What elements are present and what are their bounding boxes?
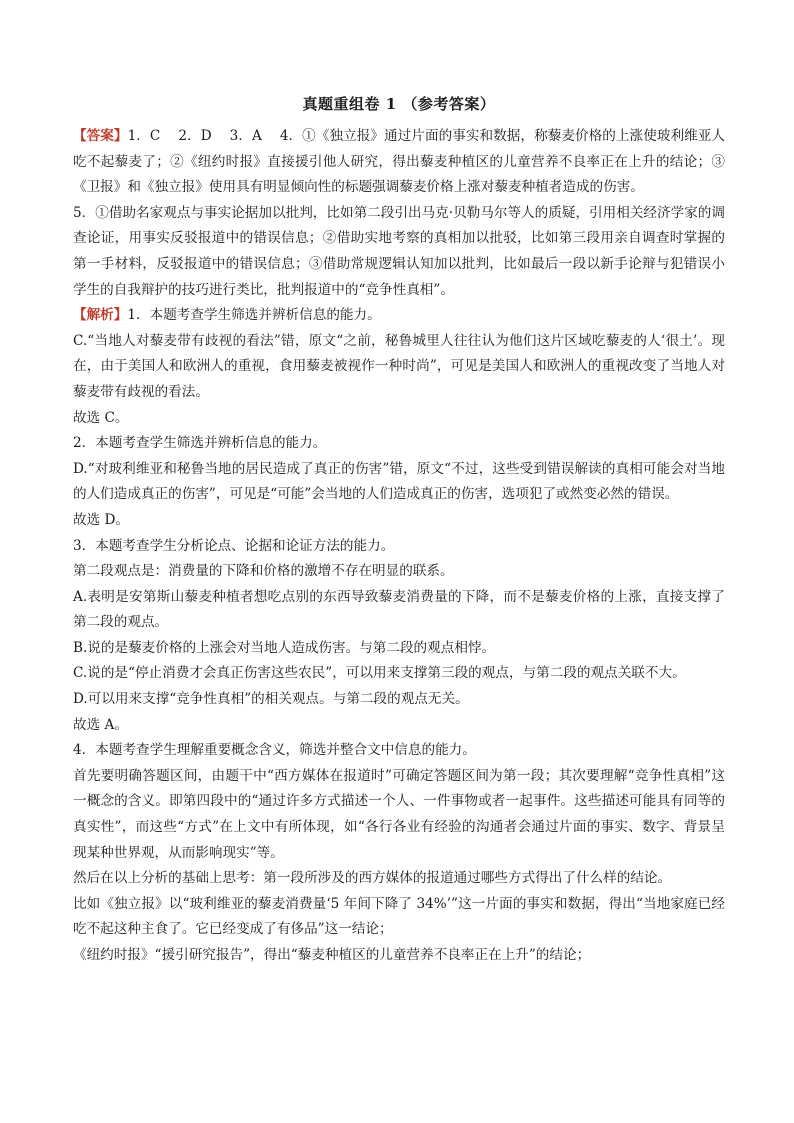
analysis-line: C.“当地人对藜麦带有歧视的看法”错，原文“之前，秘鲁城里人往往认为他们这片区域吃藜麦的人‘很土’。现在，由于美国人和欧洲人的重视，食用藜麦被视作一种时尚”，可见是美国人和欧洲人的重视改变了当地人对藜麦带有歧视的看法。 bbox=[73, 332, 725, 400]
analysis-line: 《纽约时报》“援引研究报告”，得出“藜麦种植区的儿童营养不良率正在上升”的结论； bbox=[73, 947, 591, 963]
document-page bbox=[73, 92, 725, 969]
analysis-line: 4．本题考查学生理解重要概念含义，筛选并整合文中信息的能力。 bbox=[73, 742, 476, 759]
analysis-line: 故选 A。 bbox=[73, 716, 128, 733]
analysis-paragraph-1 bbox=[73, 303, 725, 329]
analysis-line: B.说的是藜麦价格的上涨会对当地人造成伤害。与第二段的观点相悖。 bbox=[73, 639, 496, 656]
analysis-line: 首先要明确答题区间，由题干中“西方媒体在报道时”可确定答题区间为第一段；其次要理解“竞争性真相”这一概念的含义。即第四段中的“通过许多方式描述一个人、一件事物或者一起事件。这些描述可能具有同等的真实性”，而这些“方式”在上文中有所体现，如“各行各业有经验的沟通者会通过片面的事实、数字、背景呈现某种世界观，从而影响现实”等。 bbox=[73, 767, 725, 861]
page-title: 真题重组卷 1 （参考答案） bbox=[302, 95, 496, 113]
answer-paragraph-2: 5．①借助名家观点与事实论据加以批判，比如第二段引出马克·贝勒马尔等人的质疑，引用相关经济学家的调查论证，用事实反驳报道中的错误信息；②借助实地考察的真相加以批驳，比如第三段用亲自调查时掌握的第一手材料，反驳报道中的错误信息；③借助常规逻辑认知加以批判，比如最后一段以新手论辩与犯错误小学生的自我辩护的技巧进行类比，批判报道中的“竞争性真相”。 bbox=[73, 204, 725, 298]
answer-text-1: 1．C 2．D 3．A 4．①《独立报》通过片面的事实和数据，称藜麦价格的上涨使玻利维亚人吃不起藜麦了；②《纽约时报》直接援引他人研究，得出藜麦种植区的儿童营养不良率正在上升的结论；③《卫报》和《独立报》使用具有明显倾向性的标题强调藜麦价格上涨对藜麦种植者造成的伤害。 bbox=[73, 128, 725, 196]
analysis-tag: 【解析】 bbox=[73, 307, 128, 324]
analysis-line: 故选 D。 bbox=[73, 511, 130, 528]
analysis-line: D.可以用来支撑“竞争性真相”的相关观点。与第二段的观点无关。 bbox=[73, 691, 469, 708]
analysis-line: 第二段观点是：消费量的下降和价格的激增不存在明显的联系。 bbox=[73, 563, 454, 580]
analysis-line: D.“对玻利维亚和秘鲁当地的居民造成了真正的伤害”错，原文“不过，这些受到错误解读的真相可能会对当地的人们造成真正的伤害”，可见是“可能”会当地的人们造成真正的伤害，选项犯了或然变必然的错误。 bbox=[73, 460, 725, 503]
analysis-line: A.表明是安第斯山藜麦种植者想吃点别的东西导致藜麦消费量的下降，而不是藜麦价格的上涨，直接支撑了第二段的观点。 bbox=[73, 588, 725, 631]
analysis-line: 比如《独立报》以“玻利维亚的藜麦消费量‘5 年间下降了 34%’”这一片面的事实和数据，得出“当地家庭已经吃不起这种主食了。它已经变成了有侈品”这一结论； bbox=[73, 895, 725, 938]
analysis-line: 然后在以上分析的基础上思考：第一段所涉及的西方媒体的报道通过哪些方式得出了什么样的结论。 bbox=[73, 870, 672, 887]
analysis-line: 故选 C。 bbox=[73, 409, 129, 426]
analysis-line: 3．本题考查学生分析论点、论据和论证方法的能力。 bbox=[73, 537, 395, 554]
answer-paragraph-1 bbox=[73, 124, 725, 201]
analysis-line: 1．本题考查学生筛选并辨析信息的能力。 bbox=[127, 307, 381, 324]
analysis-line: 2．本题考查学生筛选并辨析信息的能力。 bbox=[73, 435, 327, 452]
answer-tag: 【答案】 bbox=[73, 128, 128, 144]
analysis-line: C.说的是“停止消费才会真正伤害这些农民”，可以用来支撑第三段的观点，与第二段的观点关联不大。 bbox=[73, 665, 686, 682]
